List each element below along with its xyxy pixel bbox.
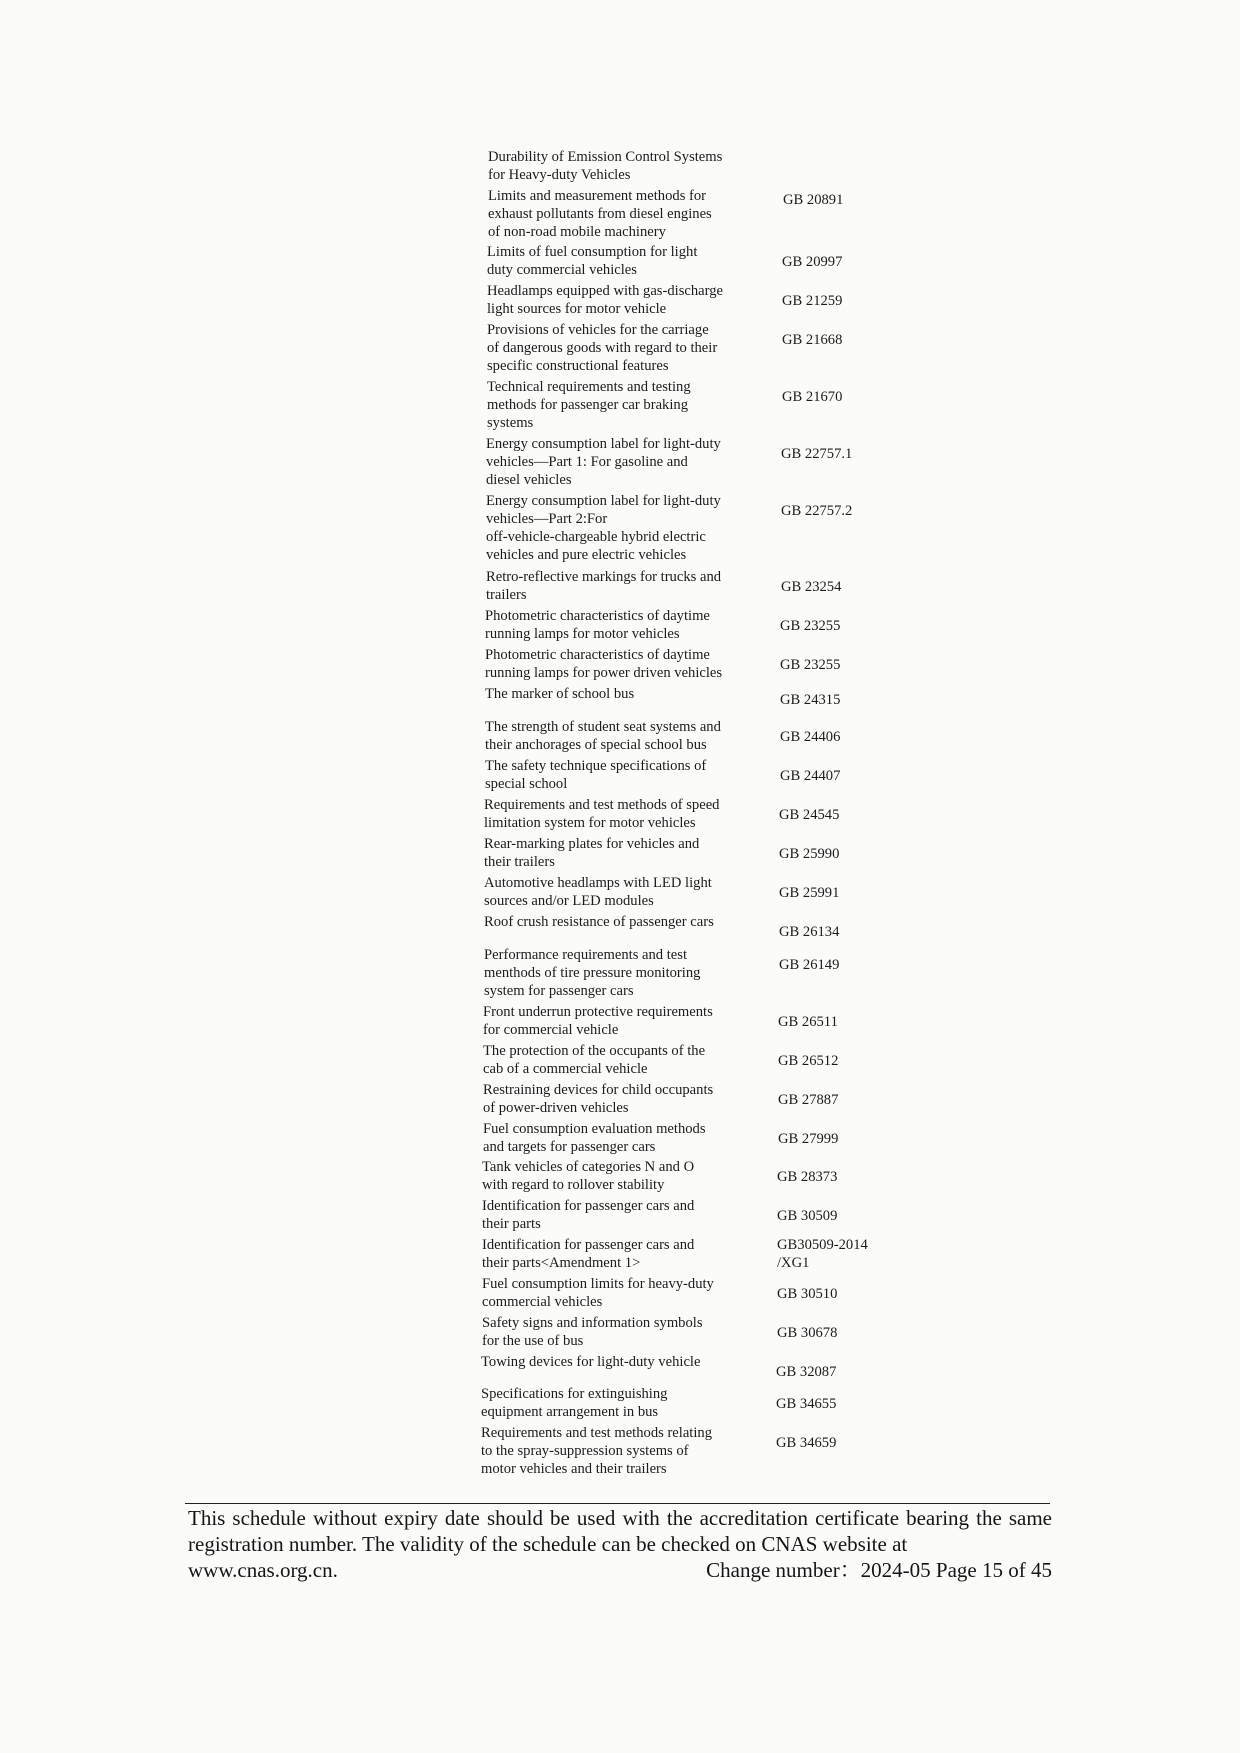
standard-code: GB 20891: [783, 192, 844, 208]
standard-name: Durability of Emission Control Systems for Heavy-duty Vehicles: [488, 149, 723, 183]
standard-name: Photometric characteristics of daytime running lamps for motor vehicles: [485, 608, 710, 642]
standard-name: Rear-marking plates for vehicles and their trailers: [484, 836, 700, 870]
standard-code: GB 32087: [776, 1364, 837, 1380]
standard-name: Fuel consumption evaluation methods and targets for passenger cars: [483, 1121, 706, 1155]
standard-name: Requirements and test methods relating to the spray-suppression systems of motor vehicles and their trailers: [481, 1425, 713, 1477]
footer-change-number: Change number：2024-05 Page 15 of 45: [706, 1558, 1052, 1582]
standard-code: GB 22757.1: [781, 446, 853, 462]
standard-code: GB 23254: [781, 579, 842, 595]
standard-code: GB 22757.2: [781, 503, 853, 519]
standard-code: GB 34655: [776, 1396, 837, 1412]
standard-code: GB 21259: [782, 293, 843, 309]
standard-name: Towing devices for light-duty vehicle: [481, 1354, 701, 1370]
standard-code: GB 23255: [780, 657, 841, 673]
standard-code: GB 26512: [778, 1053, 839, 1069]
standard-name: The strength of student seat systems and their anchorages of special school bus: [485, 719, 721, 753]
standard-name: Requirements and test methods of speed limitation system for motor vehicles: [484, 797, 720, 831]
standard-name: Safety signs and information symbols for the use of bus: [482, 1315, 703, 1349]
standard-code: GB 23255: [780, 618, 841, 634]
standard-name: Limits of fuel consumption for light duty commercial vehicles: [487, 244, 698, 278]
standard-code: GB 24315: [780, 692, 841, 708]
footer-divider: [185, 1503, 1050, 1504]
standard-code: GB 20997: [782, 254, 843, 270]
standard-code: GB 21668: [782, 332, 843, 348]
standard-code: GB 30510: [777, 1286, 838, 1302]
standard-name: Retro-reflective markings for trucks and trailers: [486, 569, 722, 603]
standard-name: Specifications for extinguishing equipment arrangement in bus: [481, 1386, 668, 1420]
standard-name: Energy consumption label for light-duty vehicles—Part 1: For gasoline and diesel vehicles: [486, 436, 721, 488]
standard-code: GB 27999: [778, 1131, 839, 1147]
footer-notice: This schedule without expiry date should be used with the accreditation certificate bearing the same registration number. The validity of the schedule can be checked on CNAS website at: [188, 1506, 1052, 1556]
standard-code: GB 25991: [779, 885, 840, 901]
standard-code: GB 26149: [779, 957, 840, 973]
standard-code: GB 25990: [779, 846, 840, 862]
standard-code: GB 30509: [777, 1208, 838, 1224]
standard-code: GB 24406: [780, 729, 841, 745]
standard-name: Performance requirements and test menthods of tire pressure monitoring system for passenger cars: [484, 947, 701, 999]
standard-name: Provisions of vehicles for the carriage of dangerous goods with regard to their specific constructional features: [487, 322, 718, 374]
standard-name: Limits and measurement methods for exhaust pollutants from diesel engines of non-road mobile machinery: [488, 188, 712, 240]
standard-name: Tank vehicles of categories N and O with regard to rollover stability: [482, 1159, 695, 1193]
standard-code: GB 30678: [777, 1325, 838, 1341]
standard-name: The safety technique specifications of special school: [485, 758, 707, 792]
standard-name: The marker of school bus: [485, 686, 635, 702]
standard-name: Identification for passenger cars and their parts: [482, 1198, 695, 1232]
standard-code: GB 21670: [782, 389, 843, 405]
standard-code: GB 27887: [778, 1092, 839, 1108]
standard-name: Energy consumption label for light-duty vehicles—Part 2:For off-vehicle-chargeable hybrid electric vehicles and pure electric vehicles: [486, 493, 721, 563]
standard-code: GB30509-2014 /XG1: [777, 1237, 868, 1271]
standard-code: GB 34659: [776, 1435, 837, 1451]
standard-name: Technical requirements and testing methods for passenger car braking systems: [487, 379, 691, 431]
standard-name: Fuel consumption limits for heavy-duty commercial vehicles: [482, 1276, 714, 1310]
standard-name: Roof crush resistance of passenger cars: [484, 914, 714, 930]
footer-website: www.cnas.org.cn.: [188, 1558, 338, 1582]
footer-bottom-line: [188, 1557, 1052, 1583]
standard-code: GB 24545: [779, 807, 840, 823]
standard-name: Identification for passenger cars and their parts<Amendment 1>: [482, 1237, 695, 1271]
standard-code: GB 24407: [780, 768, 841, 784]
standard-code: GB 28373: [777, 1169, 838, 1185]
standard-code: GB 26511: [778, 1014, 838, 1030]
standard-name: Automotive headlamps with LED light sources and/or LED modules: [484, 875, 712, 909]
standard-code: GB 26134: [779, 924, 840, 940]
standard-name: Front underrun protective requirements for commercial vehicle: [483, 1004, 713, 1038]
standard-name: Restraining devices for child occupants of power-driven vehicles: [483, 1082, 714, 1116]
standard-name: Headlamps equipped with gas-discharge light sources for motor vehicle: [487, 283, 724, 317]
standard-name: Photometric characteristics of daytime running lamps for power driven vehicles: [485, 647, 723, 681]
standard-name: The protection of the occupants of the cab of a commercial vehicle: [483, 1043, 706, 1077]
